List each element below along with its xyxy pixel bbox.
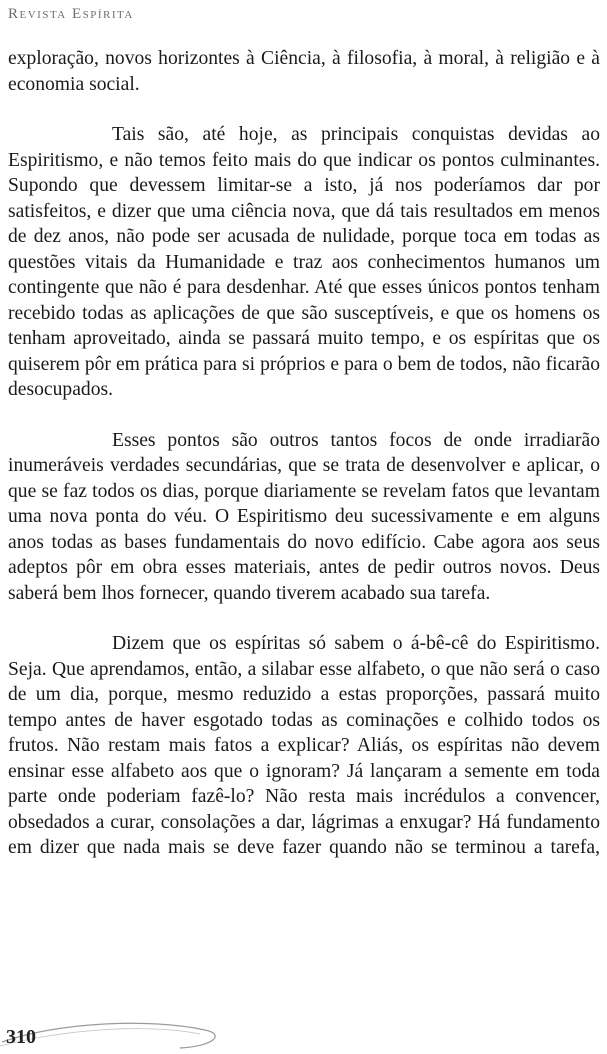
paragraph-continuation: exploração, novos horizontes à Ciência, à filosofia, à moral, à religião e à economia social. [8,48,600,95]
paragraph: Esses pontos são outros tantos focos de onde irradiarão inumeráveis verdades secundárias, que se trata de desenvolver e aplicar, o que se faz todos os dias, porque diariamente se revelam fatos que levantam uma nova ponta do véu. O Espiritismo deu sucessivamente e em alguns anos todas as bases fundamentais do novo edifício. Cabe agora aos seus adeptos pôr em obra esses materiais, antes de pedir outros novos. Deus saberá bem lhos fornecer, quando tiverem acabado sua tarefa. [8,429,600,604]
running-header: Revista Espírita [8,6,134,22]
page-number: 310 [6,1026,36,1048]
page-body [8,46,600,861]
paragraph: Dizem que os espíritas só sabem o á-bê-cê do Espiritismo. Seja. Que aprendamos, então, a silabar esse alfabeto, o que não será o caso de um dia, porque, mesmo reduzido a estas proporções, passará muito tempo antes de haver esgotado todas as cominações e colhido todos os frutos. Não restam mais fatos a explicar? Aliás, os espíritas não devem ensinar esse alfabeto aos que o ignoram? Já lançaram a semente em toda parte onde poderiam fazê-lo? Não resta mais incrédulos a convencer, obsedados a curar, consolações a dar, lágrimas a enxugar? Há fundamento em dizer que nada mais se deve fazer quando não se terminou a tarefa, [8,633,600,858]
footer-swoosh-ornament [0,1012,240,1052]
paragraph: Tais são, até hoje, as principais conquistas devidas ao Espiritismo, e não temos feito mais do que indicar os pontos culminantes. Supondo que devessem limitar-se a isto, já nos poderíamos dar por satisfeitos, e dizer que uma ciência nova, que dá tais resultados em menos de dez anos, não pode ser acusada de nulidade, porque toca em todas as questões vitais da Humanidade e traz aos conhecimentos humanos um contingente que não é para desdenhar. Até que esses únicos pontos tenham recebido todas as aplicações de que são susceptíveis, e que os homens os tenham aproveitado, ainda se passará muito tempo, e os espíritas que os quiserem pôr em prática para si próprios e para o bem de todos, não ficarão desocupados. [8,124,600,400]
